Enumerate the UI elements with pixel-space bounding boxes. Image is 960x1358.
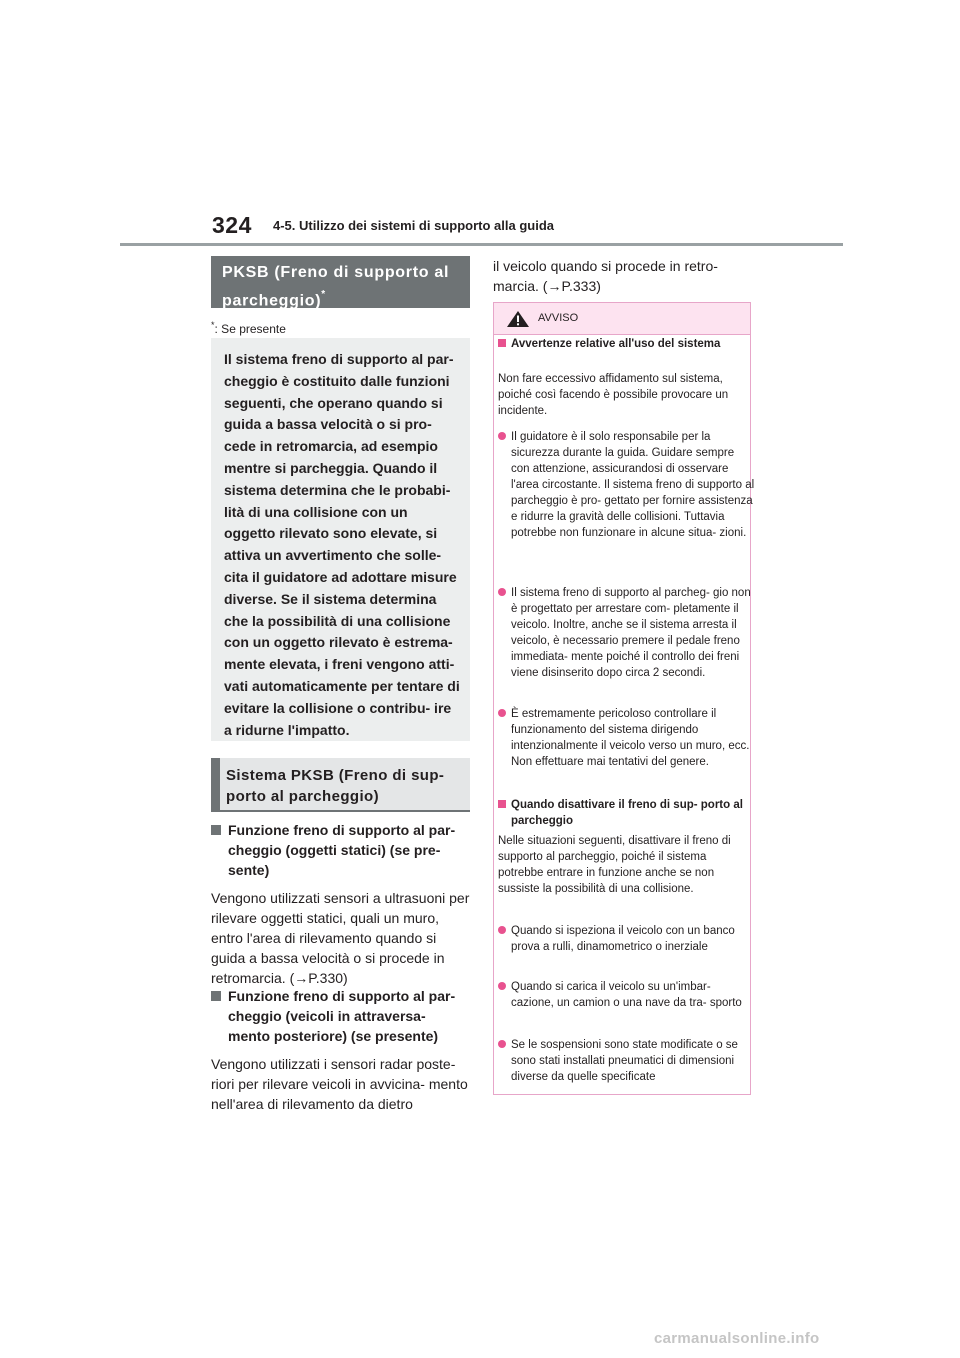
round-bullet-icon: [498, 709, 506, 717]
warning-bullet: [498, 1037, 755, 1085]
list-item-static-objects: [211, 820, 470, 988]
subsection-heading: Sistema PKSB (Freno di sup- porto al parcheggio): [211, 758, 470, 812]
warning-header: [494, 303, 750, 335]
warning-bullet: [498, 706, 755, 770]
warning-label: AVVISO: [538, 312, 579, 324]
warning-bullet: [498, 923, 755, 955]
square-bullet-icon: [498, 339, 506, 347]
round-bullet-icon: [498, 926, 506, 934]
section-title-pksb: [211, 256, 470, 308]
warning-bullet-text: Quando si ispeziona il veicolo con un banco prova a rulli, dinamometrico o inerziale: [511, 925, 735, 953]
square-bullet-icon: [211, 991, 221, 1001]
warning-bullet-text: Quando si carica il veicolo su un'imbar- cazione, un camion o una nave da tra- sporto: [511, 981, 742, 1009]
round-bullet-icon: [498, 1040, 506, 1048]
continued-text: il veicolo quando si procede in retro- marcia. (→P.333): [493, 258, 718, 294]
warning-bullet-text: Il sistema freno di supporto al parcheg- gio non è progettato per arrestare com- pletamente il veicolo. Inoltre, anche se il sistema arresta il veicolo, è necessario premere il pedale freno immediata- mente poiché il controllo dei freni viene disinserito dopo circa 2 secondi.: [511, 587, 751, 679]
footnote-text: : Se presente: [214, 322, 286, 336]
warning-bullet-text: Se le sospensioni sono state modificate o se sono stati installati pneumatici di dimensioni diverse da quelle specificate: [511, 1039, 738, 1083]
list-item-rear-cross: [211, 986, 470, 1114]
warning-bullet-text: Il guidatore è il solo responsabile per la sicurezza durante la guida. Guidare sempre con attenzione, assicurandosi di osservare l'area circostante. Il sistema freno di supporto al parcheggio è pro- gettato per fornire assistenza e ridurre la gravità delle collisioni. Tuttavia potrebbe non funzionare in alcune situa- zioni.: [511, 431, 755, 539]
square-bullet-icon: [498, 800, 506, 808]
warning-section-title: [498, 336, 755, 352]
item-body: Vengono utilizzati i sensori radar poste- riori per rilevare veicoli in avvicina- mento nell'area di rilevamento da dietro: [211, 1056, 468, 1112]
running-header: 4-5. Utilizzo dei sistemi di supporto alla guida: [273, 218, 554, 233]
warning-triangle-icon: [507, 311, 529, 327]
footnote-mark: *: [211, 320, 215, 330]
warning-section-body: Non fare eccessivo affidamento sul sistema, poiché così facendo è possibile provocare un incidente.: [498, 373, 729, 417]
intro-box: [211, 338, 470, 741]
section-title-text: PKSB (Freno di supporto al parcheggio): [222, 264, 450, 310]
footnote-marker: *: [321, 289, 326, 300]
header-rule: [120, 243, 843, 246]
intro-text: Il sistema freno di supporto al par- cheggio è costituito dalle funzioni seguenti, che operano quando si guida a bassa velocità o si pro- cede in retromarcia, ad esempio mentre si parcheggia. Quando il sistema determina che le probabi- lità di una collisione con un oggetto rilevato sono elevate, si attiva un avvertimento che solle- cita il guidatore ad adottare misure diverse. Se il sistema determina che la possibilità di una collisione con un oggetto rilevato è estrema- mente elevata, i freni vengono atti- vati automaticamente per tentare di evitare la collisione o contribu- ire a ridurne l'impatto.: [224, 351, 460, 738]
warning-section-body: Nelle situazioni seguenti, disattivare il freno di supporto al parcheggio, poiché il sistema potrebbe entrare in funzione anche se non sussiste la possibilità di una collisione.: [498, 835, 731, 895]
square-bullet-icon: [211, 825, 221, 835]
round-bullet-icon: [498, 982, 506, 990]
warning-section-title-text: Quando disattivare il freno di sup- porto al parcheggio: [511, 799, 743, 827]
item-title: [211, 986, 470, 1046]
warning-box: [493, 302, 755, 1095]
warning-section-title: [498, 797, 755, 829]
watermark: carmanualsonline.info: [654, 1330, 820, 1347]
item-title-text: Funzione freno di supporto al par- cheggio (oggetti statici) (se pre- sente): [228, 822, 456, 878]
warning-bullet: [498, 979, 755, 1011]
warning-section-title-text: Avvertenze relative all'uso del sistema: [511, 338, 721, 350]
warning-bullet: [498, 585, 755, 681]
round-bullet-icon: [498, 588, 506, 596]
item-title-text: Funzione freno di supporto al par- cheggio (veicoli in attraversa- mento posteriore) (se presente): [228, 988, 456, 1044]
item-body: Vengono utilizzati sensori a ultrasuoni per rilevare oggetti statici, quali un muro, entro l'area di rilevamento quando si guida a bassa velocità o si procede in retromarcia. (→P.330): [211, 890, 470, 986]
footnote: [211, 320, 286, 336]
warning-bullet: [498, 429, 755, 541]
page-number: 324: [212, 212, 252, 238]
item-title: [211, 820, 470, 880]
warning-bullet-text: È estremamente pericoloso controllare il funzionamento del sistema dirigendo intenzionalmente il veicolo verso un muro, ecc. Non effettuare mai tentativi del genere.: [511, 708, 750, 768]
round-bullet-icon: [498, 432, 506, 440]
